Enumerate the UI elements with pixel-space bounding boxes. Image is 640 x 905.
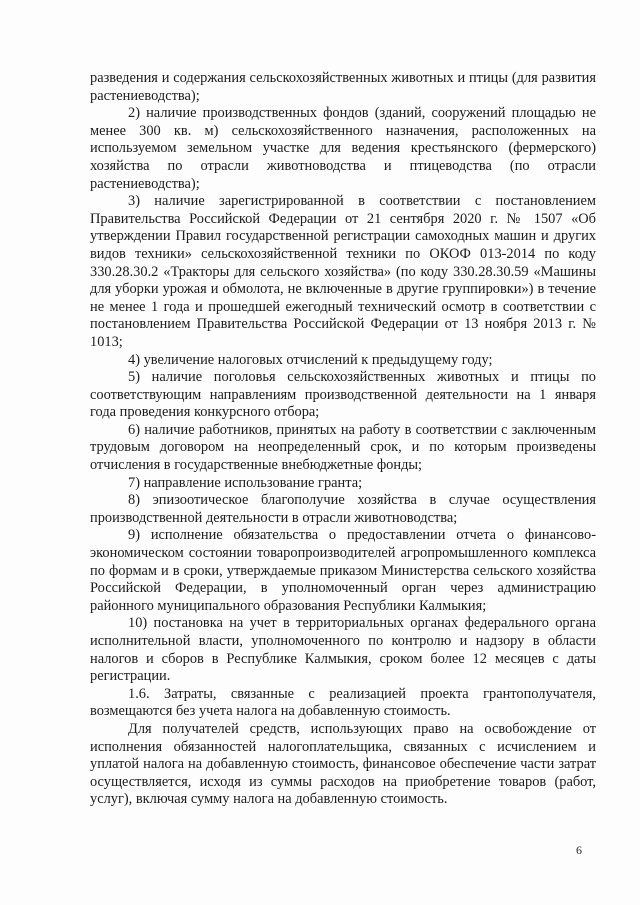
paragraph-item-9: 9) исполнение обязательства о предоставлении отчета о финансово-экономическом состоянии товаропроизводителей агропромышленного комплекса по формам и в сроки, утверждаемые приказом Министерства сельского хозяйства Российской Федерации, в уполномоченный орган через администрацию районного муниципального образования Республики Калмыкия; bbox=[90, 527, 596, 614]
paragraph-item-3: 3) наличие зарегистрированной в соответствии с постановлением Правительства Российской Федерации от 21 сентября 2020 г. № 1507 «Об утверждении Правил государственной регистрации самоходных машин и других видов техники» сельскохозяйственной техники по ОКОФ 013-2014 по коду 330.28.30.2 «Тракторы для сельского хозяйства» (по коду 330.28.30.59 «Машины для уборки урожая и обмолота, не включенные в другие группировки») в течение не менее 1 года и прошедшей ежегодный технический осмотр в соответствии с постановлением Правительства Российской Федерации от 13 ноября 2013 г. № 1013; bbox=[90, 193, 596, 350]
paragraph-vat-exemption: Для получателей средств, использующих право на освобождение от исполнения обязанностей налогоплательщика, связанных с исчислением и уплатой налога на добавленную стоимость, финансовое обеспечение части затрат осуществляется, исходя из суммы расходов на приобретение товаров (работ, услуг), включая сумму налога на добавленную стоимость. bbox=[90, 720, 596, 808]
paragraph-item-7: 7) направление использование гранта; bbox=[128, 474, 363, 491]
paragraph-item-8: 8) эпизоотическое благополучие хозяйства в случае осуществления производственной деятельности в отрасли животноводства; bbox=[90, 492, 596, 526]
paragraph-item-6: 6) наличие работников, принятых на работу в соответствии с заключенным трудовым договором на неопределенный срок, и по которым произведены отчисления в государственные внебюджетные фонды; bbox=[90, 421, 596, 474]
paragraph-section-1-6: 1.6. Затраты, связанные с реализацией проекта грантополучателя, возмещаются без учета налога на добавленную стоимость. bbox=[90, 685, 596, 720]
paragraph-continuation: разведения и содержания сельскохозяйственных животных и птицы (для развития растениеводства); bbox=[90, 70, 596, 104]
paragraph-item-4: 4) увеличение налоговых отчислений к предыдущему году; bbox=[128, 351, 493, 368]
page-number: 6 bbox=[576, 843, 582, 857]
paragraph-item-2: 2) наличие производственных фондов (зданий, сооружений площадью не менее 300 кв. м) сельскохозяйственного назначения, расположенных на используемом земельном участке для ведения крестьянского (фермерского) хозяйства по отрасли животноводства и птицеводства (по отрасли растениеводства); bbox=[90, 105, 596, 192]
paragraph-item-5: 5) наличие поголовья сельскохозяйственных животных и птицы по соответствующим направлениям производственной деятельности на 1 января года проведения конкурсного отбора; bbox=[90, 369, 596, 421]
paragraph-item-10: 10) постановка на учет в территориальных органах федерального органа исполнительной власти, уполномоченного по контролю и надзору в области налогов и сборов в Республике Калмыкия, сроком более 12 месяцев с даты регистрации. bbox=[90, 615, 596, 685]
document-body bbox=[90, 70, 596, 809]
